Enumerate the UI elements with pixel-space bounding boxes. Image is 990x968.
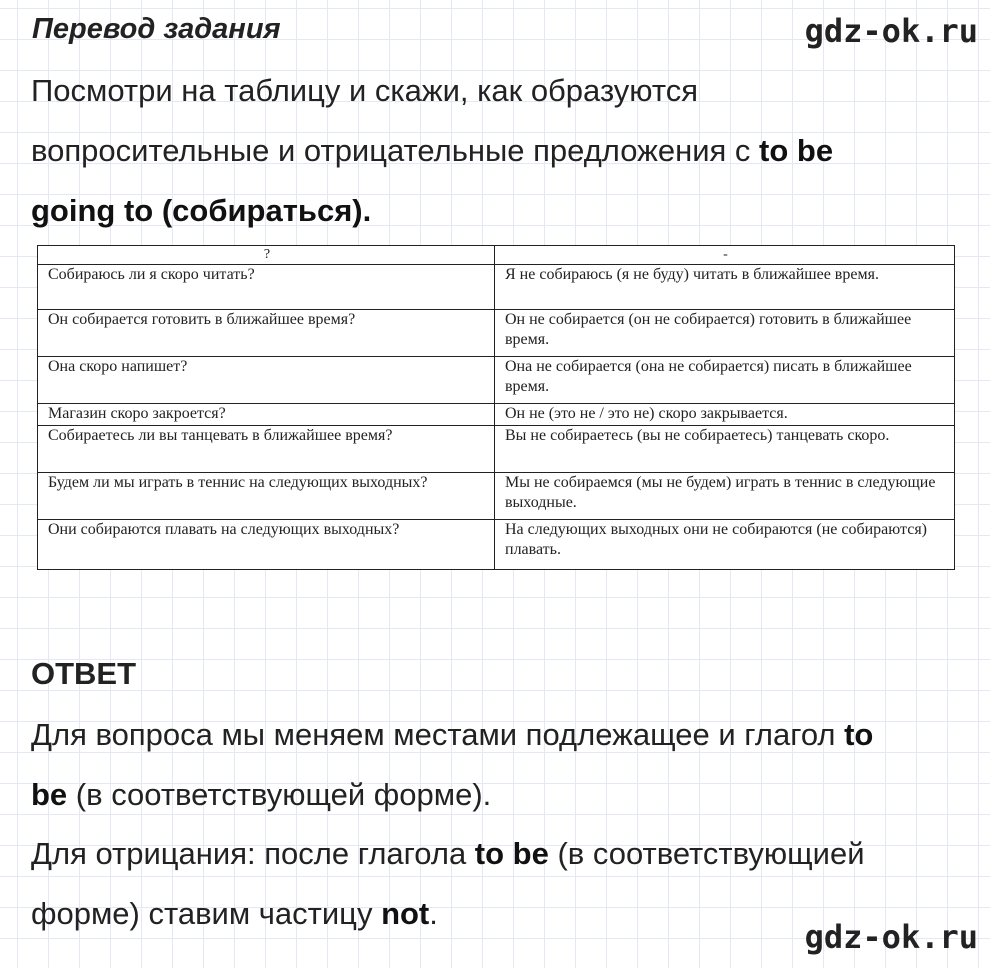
question-cell: Он собирается готовить в ближайшее время? — [38, 310, 495, 357]
task-translation-heading: Перевод задания — [32, 13, 281, 45]
negative-cell: Он не (это не / это не) скоро закрывается. — [495, 404, 955, 426]
table-row — [38, 357, 955, 404]
question-cell: Будем ли мы играть в теннис на следующих выходных? — [38, 473, 495, 520]
answer-line-2-text: (в соответствующей форме). — [67, 777, 492, 812]
answer-line-2-bold: be — [31, 777, 68, 812]
negative-cell: Мы не собираемся (мы не будем) играть в теннис в следующие выходные. — [495, 473, 955, 520]
task-line-3 — [31, 193, 371, 229]
answer-line-1-text: Для вопроса мы меняем местами подлежащее и глагол — [31, 717, 845, 752]
answer-line-1-bold: to — [844, 717, 874, 752]
task-line-1 — [31, 73, 698, 109]
table-row — [38, 520, 955, 570]
answer-line-3-bold: to be — [474, 836, 549, 871]
answer-title: ОТВЕТ — [31, 656, 137, 691]
watermark-top: gdz-ok.ru — [804, 12, 978, 50]
answer-line-3-text: Для отрицания: после глагола — [31, 836, 475, 871]
watermark-bottom: gdz-ok.ru — [804, 918, 978, 956]
answer-line-4 — [31, 896, 438, 932]
question-cell: Она скоро напишет? — [38, 357, 495, 404]
question-cell: Собираетесь ли вы танцевать в ближайшее время? — [38, 426, 495, 473]
table-row — [38, 404, 955, 426]
answer-line-1 — [31, 717, 873, 753]
answer-line-4-text: форме) ставим частицу — [31, 896, 382, 931]
negative-cell: Она не собирается (она не собирается) писать в ближайшее время. — [495, 357, 955, 404]
negative-cell: На следующих выходных они не собираются (не собираются) плавать. — [495, 520, 955, 570]
negative-cell: Вы не собираетесь (вы не собираетесь) танцевать скоро. — [495, 426, 955, 473]
table-header-question: ? — [38, 246, 495, 265]
task-line-2 — [31, 133, 833, 169]
table-header-negative: - — [495, 246, 955, 265]
task-line-3-text: (собираться). — [153, 193, 372, 228]
task-line-2-bold: to be — [759, 133, 834, 168]
question-cell: Они собираются плавать на следующих выходных? — [38, 520, 495, 570]
answer-line-2 — [31, 777, 491, 813]
answer-line-3-tail: (в соответствующией — [548, 836, 865, 871]
translation-table — [37, 245, 955, 570]
table-header-row — [38, 246, 955, 265]
question-cell: Собираюсь ли я скоро читать? — [38, 265, 495, 310]
answer-line-3 — [31, 836, 865, 872]
question-cell: Магазин скоро закроется? — [38, 404, 495, 426]
answer-line-4-tail: . — [429, 896, 438, 931]
negative-cell: Он не собирается (он не собирается) готовить в ближайшее время. — [495, 310, 955, 357]
task-line-2-text: вопросительные и отрицательные предложения с — [31, 133, 760, 168]
answer-line-4-bold: not — [381, 896, 430, 931]
table-row — [38, 310, 955, 357]
negative-cell: Я не собираюсь (я не буду) читать в ближайшее время. — [495, 265, 955, 310]
table-row — [38, 426, 955, 473]
table-row — [38, 473, 955, 520]
task-line-1-text: Посмотри на таблицу и скажи, как образуются — [31, 73, 699, 108]
table-row — [38, 265, 955, 310]
task-line-3-bold: going to — [31, 193, 154, 228]
